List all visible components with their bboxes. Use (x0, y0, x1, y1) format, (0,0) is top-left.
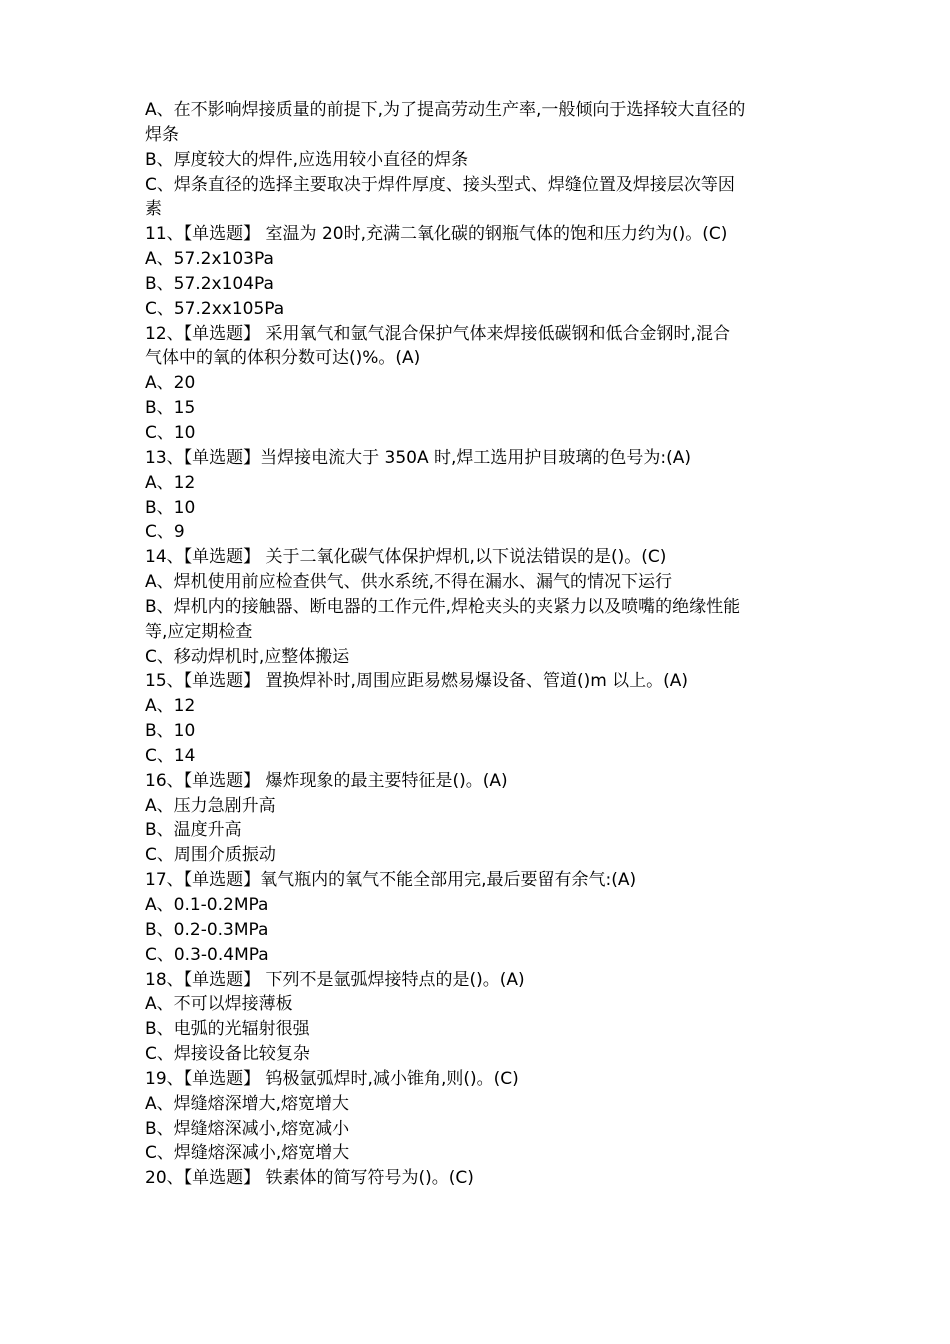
option-a: A、0.1-0.2MPa (145, 895, 269, 915)
question-14: 14、【单选题】 关于二氧化碳气体保护焊机,以下说法错误的是()。(C) (145, 547, 667, 568)
option-a: A、压力急剧升高 (145, 795, 276, 816)
option-c: C、0.3-0.4MPa (145, 944, 269, 965)
option-a: A、57.2x103Pa (145, 249, 274, 270)
option-a: A、12 (145, 696, 196, 717)
text-line: C、焊条直径的选择主要取决于焊件厚度、接头型式、焊缝位置及焊接层次等因 (145, 174, 735, 195)
option-c: C、10 (145, 422, 196, 443)
option-a: A、焊缝熔深增大,熔宽增大 (145, 1093, 350, 1114)
option-b: B、电弧的光辐射很强 (145, 1019, 310, 1040)
option-c: C、移动焊机时,应整体搬运 (145, 646, 350, 667)
text-line: A、在不影响焊接质量的前提下,为了提高劳动生产率,一般倾向于选择较大直径的 (145, 100, 746, 120)
option-b: B、10 (145, 497, 196, 518)
question-13: 13、【单选题】当焊接电流大于 350A 时,焊工选用护目玻璃的色号为:(A) (145, 447, 692, 468)
text-line: 等,应定期检查 (145, 621, 253, 642)
question-12: 12、【单选题】 采用氧气和氩气混合保护气体来焊接低碳钢和低合金钢时,混合 (145, 323, 730, 344)
option-c: C、周围介质振动 (145, 845, 276, 866)
option-b: B、焊缝熔深减小,熔宽减小 (145, 1118, 350, 1139)
document-page (145, 98, 813, 1191)
option-b: B、57.2x104Pa (145, 273, 274, 294)
text-line: 焊条 (145, 124, 179, 145)
option-b: B、焊机内的接触器、断电器的工作元件,焊枪夹头的夹紧力以及喷嘴的绝缘性能 (145, 596, 741, 617)
option-a: A、12 (145, 472, 196, 493)
option-a: A、不可以焊接薄板 (145, 994, 293, 1015)
option-b: B、0.2-0.3MPa (145, 919, 269, 940)
option-a: A、焊机使用前应检查供气、供水系统,不得在漏水、漏气的情况下运行 (145, 572, 673, 593)
question-11: 11、【单选题】 室温为 20时,充满二氧化碳的钢瓶气体的饱和压力约为()。(C) (145, 224, 728, 245)
question-19: 19、【单选题】 钨极氩弧焊时,减小锥角,则()。(C) (145, 1068, 519, 1089)
option-b: B、温度升高 (145, 820, 242, 841)
question-20: 20、【单选题】 铁素体的简写符号为()。(C) (145, 1168, 474, 1189)
option-c: C、14 (145, 745, 196, 766)
option-c: C、9 (145, 522, 185, 543)
text-line: B、厚度较大的焊件,应选用较小直径的焊条 (145, 149, 469, 170)
question-16: 16、【单选题】 爆炸现象的最主要特征是()。(A) (145, 770, 508, 791)
text-line: 气体中的氧的体积分数可达()%。(A) (145, 348, 421, 369)
question-17: 17、【单选题】氧气瓶内的氧气不能全部用完,最后要留有余气:(A) (145, 870, 637, 891)
option-c: C、焊缝熔深减小,熔宽增大 (145, 1143, 350, 1164)
option-c: C、57.2xx105Pa (145, 298, 285, 319)
text-line: 素 (145, 199, 162, 220)
option-c: C、焊接设备比较复杂 (145, 1044, 310, 1065)
option-b: B、15 (145, 398, 196, 419)
question-18: 18、【单选题】 下列不是氩弧焊接特点的是()。(A) (145, 969, 525, 990)
option-a: A、20 (145, 373, 196, 394)
question-15: 15、【单选题】 置换焊补时,周围应距易燃易爆设备、管道()m 以上。(A) (145, 671, 689, 692)
option-b: B、10 (145, 721, 196, 742)
